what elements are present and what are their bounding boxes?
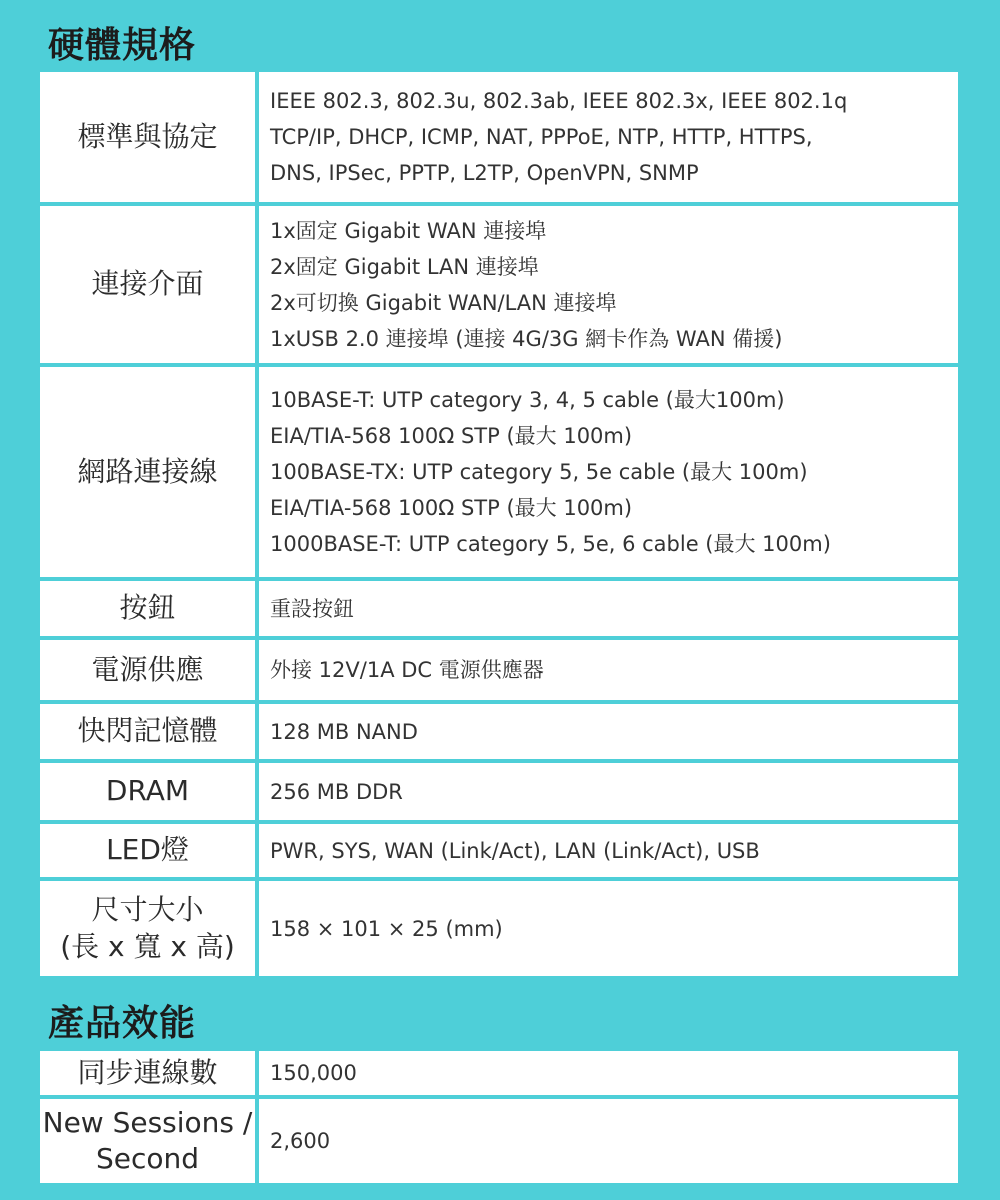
spec-value-line: DNS, IPSec, PPTP, L2TP, OpenVPN, SNMP: [270, 161, 699, 185]
spec-label: 電源供應: [40, 640, 255, 700]
spec-value-line: 256 MB DDR: [270, 779, 403, 804]
spec-value-line: 150,000: [270, 1061, 357, 1085]
spec-label: 尺寸大小 (長 x 寬 x 高): [40, 881, 255, 976]
performance-spec-table: [40, 1051, 958, 1183]
spec-label: 連接介面: [40, 206, 255, 363]
spec-value: [259, 763, 958, 820]
spec-label: 按鈕: [40, 581, 255, 636]
spec-value-line: EIA/TIA-568 100Ω STP (最大 100m): [270, 496, 633, 520]
spec-value: [259, 881, 958, 976]
spec-value-line: 10BASE-T: UTP category 3, 4, 5 cable (最大100m): [270, 388, 785, 412]
spec-value-line: 1000BASE-T: UTP category 5, 5e, 6 cable (最大 100m): [270, 532, 831, 556]
spec-label: 標準與協定: [40, 72, 255, 202]
spec-value-line: 2,600: [270, 1129, 331, 1153]
spec-value: [259, 824, 958, 877]
spec-value: [259, 206, 958, 363]
hardware-spec-row: [40, 363, 958, 577]
spec-value: [259, 72, 958, 202]
spec-value-line: 158 × 101 × 25 (mm): [270, 916, 503, 941]
spec-label: 同步連線數: [40, 1051, 255, 1095]
spec-value: [259, 367, 958, 577]
hardware-spec-row: [40, 877, 958, 976]
spec-value: [259, 640, 958, 700]
spec-label: New Sessions / Second: [40, 1099, 255, 1183]
spec-label: 網路連接線: [40, 367, 255, 577]
hardware-spec-row: [40, 72, 958, 202]
spec-value: [259, 581, 958, 636]
spec-value-line: TCP/IP, DHCP, ICMP, NAT, PPPoE, NTP, HTTP, HTTPS,: [270, 125, 813, 149]
spec-value-line: 128 MB NAND: [270, 719, 418, 744]
spec-value-line: PWR, SYS, WAN (Link/Act), LAN (Link/Act), USB: [270, 838, 760, 863]
hardware-spec-row: [40, 636, 958, 700]
spec-value-line: 外接 12V/1A DC 電源供應器: [270, 658, 544, 682]
performance-spec-row: [40, 1051, 958, 1095]
hardware-spec-row: [40, 700, 958, 759]
spec-value-line: 100BASE-TX: UTP category 5, 5e cable (最大 100m): [270, 460, 808, 484]
spec-label: DRAM: [40, 763, 255, 820]
performance-section-title: 產品效能: [48, 1003, 197, 1044]
hardware-spec-table: [40, 72, 958, 976]
spec-value: [259, 704, 958, 759]
performance-spec-row: [40, 1095, 958, 1183]
hardware-spec-row: [40, 820, 958, 877]
spec-value: [259, 1099, 958, 1183]
spec-value-line: IEEE 802.3, 802.3u, 802.3ab, IEEE 802.3x, IEEE 802.1q: [270, 89, 848, 113]
spec-value-line: 重設按鈕: [270, 596, 354, 621]
hardware-spec-row: [40, 759, 958, 820]
spec-value-line: 2x固定 Gigabit LAN 連接埠: [270, 254, 539, 279]
hardware-spec-row: [40, 202, 958, 363]
hardware-spec-row: [40, 577, 958, 636]
spec-value-line: 1xUSB 2.0 連接埠 (連接 4G/3G 網卡作為 WAN 備援): [270, 326, 783, 351]
spec-value-line: EIA/TIA-568 100Ω STP (最大 100m): [270, 424, 633, 448]
spec-label: LED燈: [40, 824, 255, 877]
spec-value-line: 1x固定 Gigabit WAN 連接埠: [270, 218, 547, 243]
spec-value: [259, 1051, 958, 1095]
hardware-section-title: 硬體規格: [48, 25, 197, 66]
spec-value-line: 2x可切換 Gigabit WAN/LAN 連接埠: [270, 290, 617, 315]
spec-label: 快閃記憶體: [40, 704, 255, 759]
